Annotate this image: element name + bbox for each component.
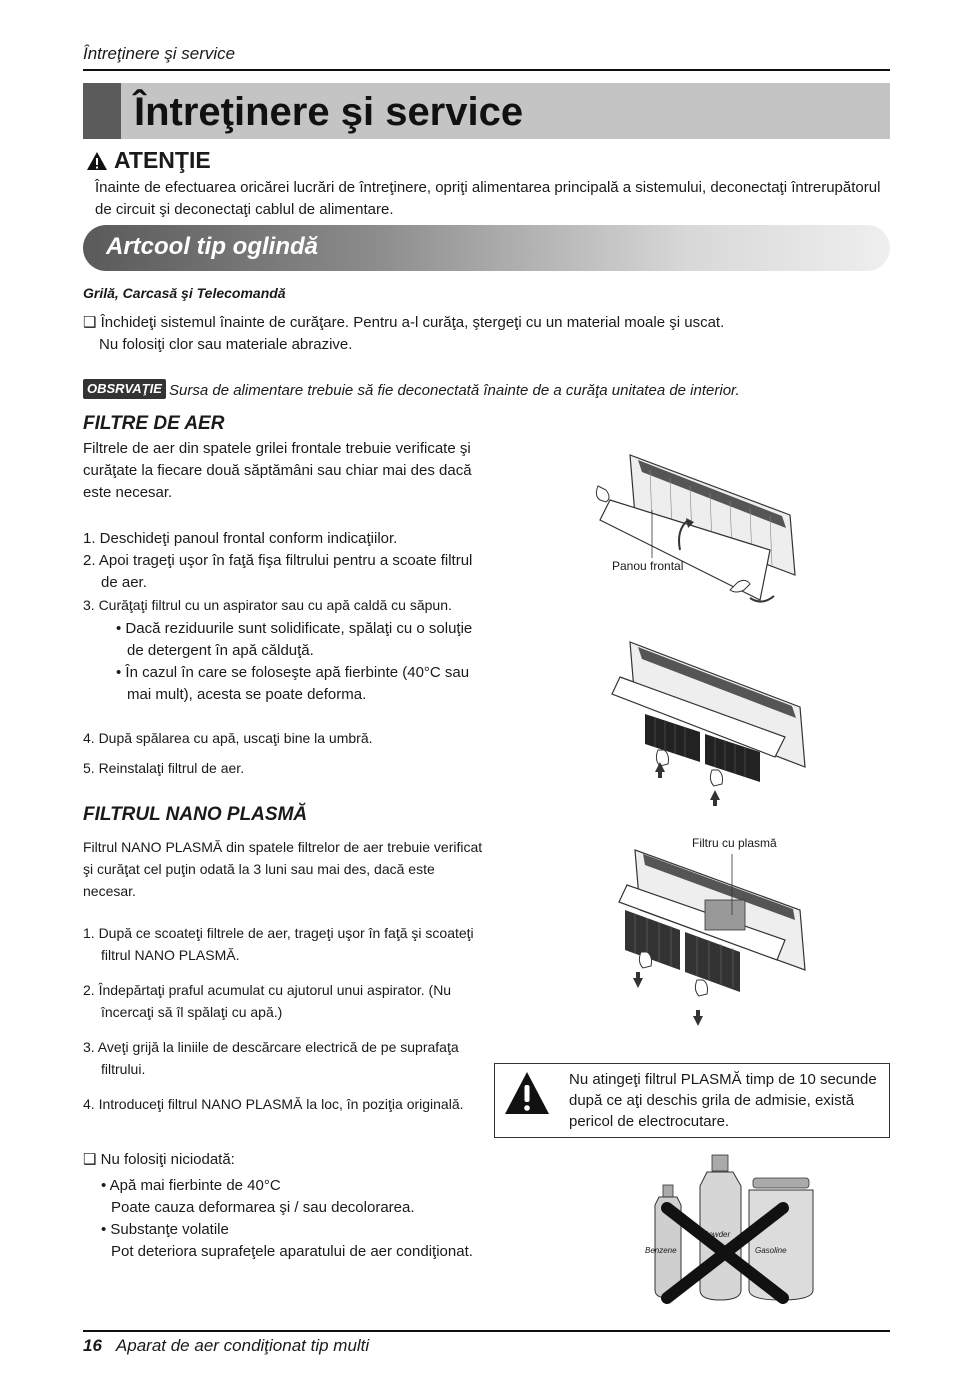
header-rule <box>83 69 890 71</box>
illustration-remove-plasma-filter <box>605 840 815 1030</box>
grille-instructions <box>83 312 863 356</box>
footer-text: Aparat de aer condiţionat tip multi <box>115 1336 370 1355</box>
air-filters-heading: FILTRE DE AER <box>83 413 225 434</box>
list-sub-item: • Dacă reziduurile sunt solidificate, spălaţi cu o soluţie de detergent în apă călduţă. <box>116 620 473 659</box>
warning-triangle-icon <box>86 151 108 171</box>
page-footer <box>83 1336 369 1356</box>
note-badge: OBSRVAŢIE <box>83 379 166 399</box>
never-use-item-desc: Pot deteriora suprafeţele aparatului de aer condiţionat. <box>111 1243 473 1260</box>
air-filters-intro: Filtrele de aer din spatele grilei frontale trebuie verificate şi curăţate la fiecare două săptămâni sau chiar mai des dacă este necesar. <box>83 440 472 501</box>
footer-rule <box>83 1330 890 1332</box>
list-item: 3. Curăţaţi filtrul cu un aspirator sau cu apă caldă cu săpun. <box>83 597 452 613</box>
nano-plasma-heading: FILTRUL NANO PLASMĂ <box>83 804 308 825</box>
list-item: 2. Îndepărtaţi praful acumulat cu ajutorul unui aspirator. (Nu încercaţi să îl spălaţi cu apă.) <box>83 982 452 1020</box>
illustration-remove-air-filter <box>600 632 815 812</box>
page-number: 16 <box>83 1336 102 1355</box>
label-plasma-filter: Filtru cu plasmă <box>692 836 777 850</box>
never-use-list <box>83 1149 493 1263</box>
grille-subheading: Grilă, Carcasă şi Telecomandă <box>83 285 286 301</box>
list-item: 4. După spălarea cu apă, uscaţi bine la umbră. <box>83 730 373 746</box>
note-text: Sursa de alimentare trebuie să fie deconectată înainte de a curăţa unitatea de interior. <box>169 382 740 399</box>
list-item: 2. Apoi trageţi uşor în faţă fişa filtrului pentru a scoate filtrul de aer. <box>83 552 473 591</box>
air-filters-steps-after <box>83 727 491 779</box>
electrocution-warning-text: Nu atingeţi filtrul PLASMĂ timp de 10 secunde după ce aţi deschis grila de admisie, există pericol de electrocutare. <box>569 1071 877 1130</box>
section-title: Artcool tip oglindă <box>106 233 318 260</box>
never-use-item-desc: Poate cauza deformarea şi / sau decolorarea. <box>111 1199 415 1216</box>
caution-body: Înainte de efectuarea oricărei lucrări de întreţinere, opriţi alimentarea principală a sistemului, deconectaţi întrerupătorul de circuit şi deconectaţi cablul de alimentare. <box>95 179 881 218</box>
grille-instruction-line: Nu folosiţi clor sau materiale abrazive. <box>99 336 353 353</box>
nano-plasma-steps <box>83 922 491 1115</box>
caution-heading-text: ATENŢIE <box>114 147 211 173</box>
list-item: 1. După ce scoateţi filtrele de aer, trageţi uşor în faţă şi scoateţi filtrul NANO PLASMĂ. <box>83 925 474 963</box>
nano-plasma-intro: Filtrul NANO PLASMĂ din spatele filtrelor de aer trebuie verificat şi curăţat cel puţin odată la 3 luni sau mai des, dacă este necesar. <box>83 839 483 899</box>
bottle-label-powder: Powder <box>703 1230 731 1239</box>
warning-triangle-icon <box>503 1070 551 1118</box>
illustration-prohibited-substances <box>645 1150 815 1310</box>
illustration-open-front-panel <box>590 440 810 610</box>
bottle-label-gasoline: Gasoline <box>755 1246 787 1255</box>
caution-heading <box>86 147 211 174</box>
air-filters-steps <box>83 528 491 706</box>
bottle-label-benzene: Benzene <box>645 1246 677 1255</box>
label-front-panel: Panou frontal <box>612 559 684 573</box>
list-item: 1. Deschideţi panoul frontal conform indicaţiilor. <box>83 530 398 547</box>
running-header: Întreţinere şi service <box>83 44 236 63</box>
page-title: Întreţinere şi service <box>134 90 524 134</box>
never-use-item-title: • Apă mai fierbinte de 40°C <box>101 1177 281 1194</box>
never-use-heading: ❑ Nu folosiţi niciodată: <box>83 1151 235 1168</box>
list-item: 5. Reinstalaţi filtrul de aer. <box>83 760 245 776</box>
list-sub-item: • În cazul în care se foloseşte apă fierbinte (40°C sau mai mult), acesta se poate deforma. <box>116 664 470 703</box>
list-item: 4. Introduceţi filtrul NANO PLASMĂ la loc, în poziţia originală. <box>83 1096 464 1112</box>
never-use-item-title: • Substanţe volatile <box>101 1221 229 1238</box>
list-item: 3. Aveţi grijă la liniile de descărcare electrică de pe suprafaţa filtrului. <box>83 1039 459 1077</box>
title-block-decoration <box>83 83 121 139</box>
grille-instruction-line: ❑ Închideţi sistemul înainte de curăţare. Pentru a-l curăţa, ştergeţi cu un material moale şi uscat. <box>83 314 725 331</box>
